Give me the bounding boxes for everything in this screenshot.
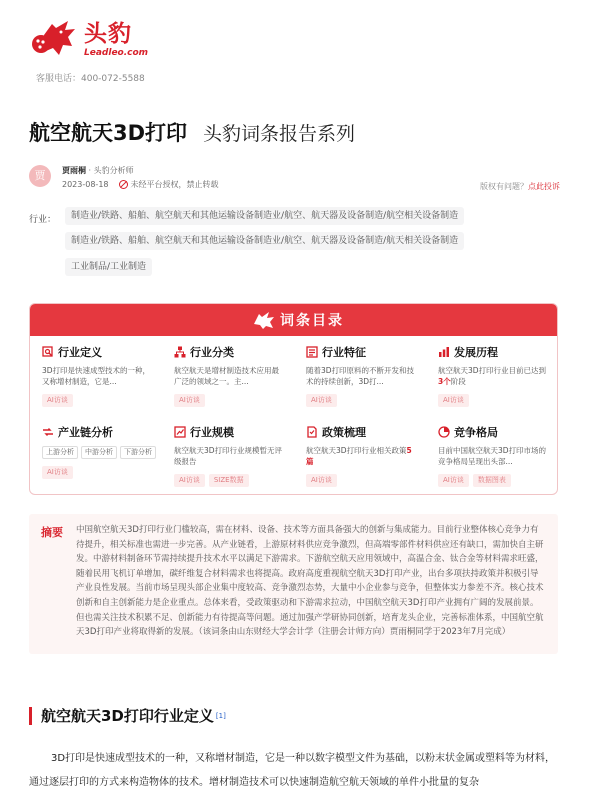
ai-interview-chip[interactable]: AI访谈 — [42, 394, 73, 407]
upstream-tag[interactable]: 上游分析 — [42, 446, 78, 459]
publish-date: 2023-08-18 — [62, 180, 109, 189]
report-series: 头豹词条报告系列 — [203, 123, 356, 145]
leopard-logo-icon — [28, 18, 78, 62]
brand-logo[interactable] — [28, 18, 148, 62]
author-block — [29, 165, 574, 195]
scale-icon — [174, 426, 186, 438]
section-body: 3D打印是快速成型技术的一种，又称增材制造，它是一种以数字模型文件为基础，以粉末状金属或塑料等为材料，通过逐层打印的方式来构造物体的技术。增材制造技术可以快速制造航空航天领域的单件小批量的复杂 — [29, 753, 556, 788]
author-name[interactable]: 贾雨桐 — [62, 166, 86, 175]
ai-interview-chip[interactable]: AI访谈 — [174, 474, 205, 487]
competition-icon — [438, 426, 450, 438]
ai-interview-chip[interactable]: AI访谈 — [174, 394, 205, 407]
author-separator: · — [88, 166, 94, 175]
history-icon — [438, 346, 450, 358]
leopard-icon — [252, 310, 276, 330]
report-title-row — [29, 117, 355, 147]
toc-item-feature[interactable]: 行业特征 随着3D打印原料的不断开发和技术的持续创新，3D打... AI访谈 — [294, 336, 426, 416]
toc-item-policy[interactable]: 政策梳理 航空航天3D打印行业相关政策5篇 AI访谈 — [294, 416, 426, 495]
industry-tag[interactable]: 制造业/铁路、船舶、航空航天和其他运输设备制造业/航空、航天器及设备制造/航天相关设备制造 — [65, 232, 464, 250]
reprint-notice: 未经平台授权，禁止转载 — [130, 180, 219, 189]
ai-interview-chip[interactable]: AI访谈 — [42, 466, 73, 479]
ai-interview-chip[interactable]: AI访谈 — [306, 394, 337, 407]
chain-icon — [42, 426, 54, 438]
downstream-tag[interactable]: 下游分析 — [120, 446, 156, 459]
industry-tag[interactable]: 工业制品/工业制造 — [65, 258, 152, 276]
complaint-link[interactable]: 点此投诉 — [528, 182, 560, 191]
toc-item-chain[interactable]: 产业链分析 上游分析 中游分析 下游分析 AI访谈 — [30, 416, 162, 495]
avatar[interactable]: 贾 — [29, 165, 51, 187]
toc-item-classification[interactable]: 行业分类 航空航天是增材制造技术应用最广泛的领域之一。主... AI访谈 — [162, 336, 294, 416]
industry-tag[interactable]: 制造业/铁路、船舶、航空航天和其他运输设备制造业/航空、航天器及设备制造/航空相关设备制造 — [65, 207, 464, 225]
reference-link[interactable]: [1] — [215, 711, 226, 720]
brand-domain: Leadleo.com — [84, 48, 149, 58]
industry-label: 行业： — [29, 215, 57, 225]
midstream-tag[interactable]: 中游分析 — [81, 446, 117, 459]
copyright-complaint: 版权有问题？点此投诉 — [480, 182, 560, 191]
toc-item-definition[interactable]: 行业定义 3D打印是快速成型技术的一种，又称增材制造，它是... AI访谈 — [30, 336, 162, 416]
ai-interview-chip[interactable]: AI访谈 — [438, 394, 469, 407]
classification-icon — [174, 346, 186, 358]
author-role: 头豹分析师 — [93, 166, 134, 175]
data-chart-chip[interactable]: 数据图表 — [473, 474, 511, 487]
section-title: 航空航天3D打印行业定义 — [41, 707, 214, 725]
definition-icon — [42, 346, 54, 358]
feature-icon — [306, 346, 318, 358]
section-heading — [29, 705, 226, 726]
report-title: 航空航天3D打印 — [29, 121, 188, 145]
no-reprint-icon — [119, 180, 128, 189]
ai-interview-chip[interactable]: AI访谈 — [438, 474, 469, 487]
section-accent-bar — [29, 707, 32, 725]
hotline: 客服电话：400-072-5588 — [36, 74, 145, 84]
summary-box — [29, 514, 558, 654]
ai-interview-chip[interactable]: AI访谈 — [306, 474, 337, 487]
toc-header — [30, 304, 557, 336]
size-data-chip[interactable]: SIZE数据 — [209, 474, 249, 487]
brand-name: 头豹 — [84, 21, 132, 47]
policy-icon — [306, 426, 318, 438]
toc-item-history[interactable]: 发展历程 航空航天3D打印行业目前已达到3个阶段 AI访谈 — [426, 336, 558, 416]
summary-label: 摘要 — [41, 526, 63, 539]
toc-title: 词条目录 — [280, 313, 344, 329]
toc-item-competition[interactable]: 竞争格局 目前中国航空航天3D打印市场的竞争格局呈现出头部... AI访谈 数据图表 — [426, 416, 558, 495]
toc-card — [29, 303, 558, 495]
summary-text: 中国航空航天3D打印行业门槛较高，需在材料、设备、技术等方面具备强大的创新与集成能力。目前行业整体核心竞争力有待提升，相关标准也需进一步完善。从产业链看，上游原材料供应竞争激烈，但高端零部件材料供应还有缺口，需加快自主研发。中游材料制备环节需持续提升技术水平以满足下游需求。下游航空航天应用领域中，高温合金、钛合金等材料需求旺盛，随着民用飞机订单增加，碳纤维复合材料需求也将提高。政府高度重视航空航天3D打印产业，出台多项扶持政策并积极引导产业良性发展。当前市场呈现头部企业集中度较高、竞争激烈态势，大量中小企业参与竞争，但整体实力参差不齐。核心技术创新和自主创新能力是企业重点。总体来看，受政策驱动和下游需求拉动，中国航空航天3D打印产业拥有广阔的发展前景。但也需关注技术积累不足、创新能力有待提高等问题。通过加强产学研协同创新，培育龙头企业，完善标准体系，中国航空航天3D打印产业将取得新的发展。（该词条由山东财经大学会计学（注册会计师方向）贾雨桐同学于2023年7月完成） — [76, 525, 544, 638]
toc-item-scale[interactable]: 行业规模 航空航天3D打印行业规模暂无评级报告 AI访谈 SIZE数据 — [162, 416, 294, 495]
